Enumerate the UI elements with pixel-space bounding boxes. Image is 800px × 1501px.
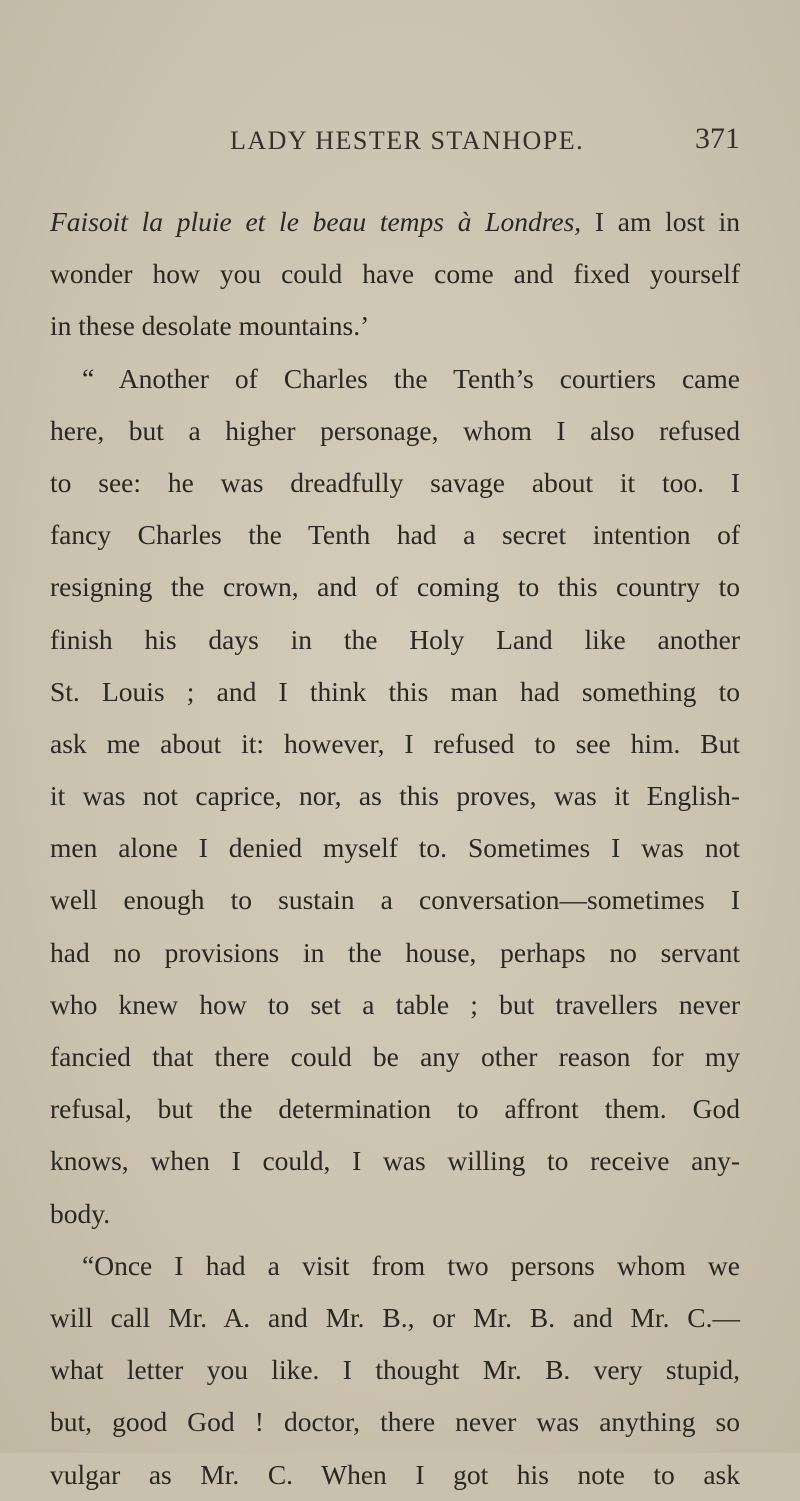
running-head: LADY HESTER STANHOPE. <box>230 126 585 155</box>
paragraph-start-line: “ Another of Charles the Tenth’s courtiers came <box>82 362 740 394</box>
text-line: body. <box>50 1197 111 1229</box>
text-line: vulgar as Mr. C. When I got his note to ask <box>50 1458 740 1490</box>
text-line: will call Mr. A. and Mr. B., or Mr. B. and Mr. C.— <box>50 1301 740 1333</box>
text-line: fancy Charles the Tenth had a secret intention of <box>50 519 740 551</box>
text-line: what letter you like. I thought Mr. B. very stupid, <box>50 1354 740 1386</box>
text-line: finish his days in the Holy Land like another <box>50 623 740 655</box>
line-text: I am lost in <box>581 206 740 237</box>
text-line: well enough to sustain a conversation—sometimes I <box>50 884 740 916</box>
text-line: men alone I denied myself to. Sometimes I was not <box>50 832 740 864</box>
text-line: it was not caprice, nor, as this proves, was it English- <box>50 780 740 812</box>
page-header <box>230 122 740 166</box>
text-line: ask me about it: however, I refused to see him. But <box>50 727 740 759</box>
text-line: St. Louis ; and I think this man had something to <box>50 675 740 707</box>
text-line: refusal, but the determination to affront them. God <box>50 1093 740 1125</box>
text-line: but, good God ! doctor, there never was anything so <box>50 1406 740 1438</box>
text-line: had no provisions in the house, perhaps no servant <box>50 936 740 968</box>
text-line: to see: he was dreadfully savage about it too. I <box>50 466 740 498</box>
body-text <box>50 196 740 1501</box>
text-line: resigning the crown, and of coming to this country to <box>50 571 740 603</box>
text-line: who knew how to set a table ; but travellers never <box>50 988 740 1020</box>
text-line: wonder how you could have come and fixed yourself <box>50 258 740 290</box>
text-line: fancied that there could be any other reason for my <box>50 1041 740 1072</box>
text-line <box>50 196 740 248</box>
text-line: in these desolate mountains.’ <box>50 310 370 342</box>
italic-phrase: Faisoit la pluie et le beau temps à Londres, <box>50 206 582 237</box>
text-line: here, but a higher personage, whom I also refused <box>50 414 740 446</box>
text-line: knows, when I could, I was willing to receive any- <box>50 1145 740 1177</box>
page-number: 371 <box>695 122 740 155</box>
paragraph-start-line: “Once I had a visit from two persons whom we <box>82 1249 740 1281</box>
